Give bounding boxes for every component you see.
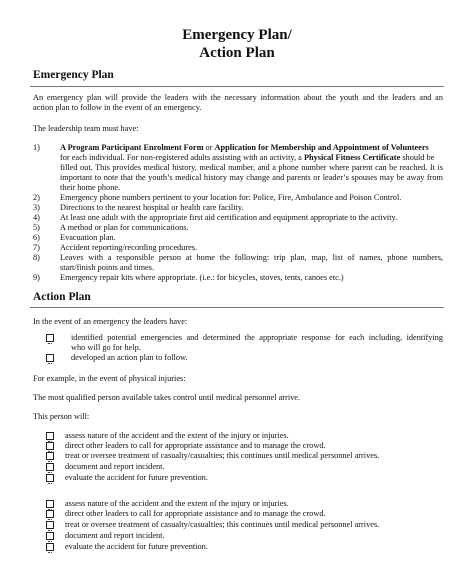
list-item-number: 8) bbox=[33, 253, 40, 262]
list-item-1-line2 bbox=[60, 153, 434, 163]
list-item-8-line2: start/finish points and times. bbox=[60, 263, 155, 272]
checkbox[interactable] bbox=[46, 500, 54, 508]
list-item-5: A method or plan for communications. bbox=[60, 223, 189, 232]
checkbox[interactable] bbox=[46, 432, 54, 440]
enrolment-form-name: A Program Participant Enrolment Form bbox=[60, 143, 204, 152]
list-item-1-line1 bbox=[60, 143, 429, 153]
membership-application-name: Application for Membership and Appointment of Volunteers bbox=[214, 143, 429, 152]
list-item-number: 7) bbox=[33, 243, 40, 252]
list-item-number: 9) bbox=[33, 273, 40, 282]
step-document: document and report incident. bbox=[65, 531, 165, 540]
document-title-line2: Action Plan bbox=[199, 45, 275, 61]
checkbox[interactable] bbox=[46, 474, 54, 482]
most-qualified-text: The most qualified person available takes control until medical personnel arrive. bbox=[33, 393, 301, 402]
list-item-number: 4) bbox=[33, 213, 40, 222]
list-item-4: At least one adult with the appropriate first aid certification and equipment appropriate to the activity. bbox=[60, 213, 398, 222]
list-item-2: Emergency phone numbers pertinent to your location for: Police, Fire, Ambulance and Poison Control. bbox=[60, 193, 402, 202]
checkbox[interactable] bbox=[46, 334, 54, 342]
physical-injuries-text: For example, in the event of physical injuries: bbox=[33, 374, 186, 383]
step-evaluate: evaluate the accident for future prevention. bbox=[65, 473, 208, 482]
step-document: document and report incident. bbox=[65, 462, 165, 471]
intro-paragraph-line1: An emergency plan will provide the leaders with the necessary information about the youth and the leaders and an bbox=[33, 93, 443, 102]
checkbox[interactable] bbox=[46, 532, 54, 540]
list-item-connector: or bbox=[203, 143, 215, 152]
list-item-number: 2) bbox=[33, 193, 40, 202]
intro-paragraph-line2: action plan to follow in the event of an emergency. bbox=[33, 103, 202, 112]
list-item-text: for each individual. For non-registered adults assisting with an activity, a bbox=[60, 153, 304, 162]
step-direct: direct other leaders to call for appropriate assistance and to manage the crowd. bbox=[65, 441, 326, 450]
leadership-team-text: The leadership team must have: bbox=[33, 124, 139, 133]
step-treat: treat or oversee treatment of casualty/casualties; this continues until medical personnel arrives. bbox=[65, 520, 380, 529]
list-item-1-line3: filled out. This provides medical history, medical number, and a phone number where parent can be reached. It is bbox=[60, 163, 443, 172]
checklist-item-identified-line2: who will go for help. bbox=[71, 343, 141, 352]
list-item-number: 3) bbox=[33, 203, 40, 212]
step-evaluate: evaluate the accident for future prevention. bbox=[65, 542, 208, 551]
checkbox[interactable] bbox=[46, 442, 54, 450]
list-item-9: Emergency repair kits where appropriate. (i.e.: for bicycles, stoves, tents, canoes etc.) bbox=[60, 273, 344, 282]
step-treat: treat or oversee treatment of casualty/casualties; this continues until medical personnel arrives. bbox=[65, 451, 380, 460]
list-item-1-line5: their home phone. bbox=[60, 183, 121, 192]
leaders-have-text: In the event of an emergency the leaders have: bbox=[33, 317, 188, 326]
section-heading-emergency-plan: Emergency Plan bbox=[33, 69, 114, 81]
checkbox[interactable] bbox=[46, 510, 54, 518]
list-item-number: 6) bbox=[33, 233, 40, 242]
checkbox[interactable] bbox=[46, 354, 54, 362]
person-will-text: This person will: bbox=[33, 412, 90, 421]
step-direct: direct other leaders to call for appropriate assistance and to manage the crowd. bbox=[65, 509, 326, 518]
list-item-1-line4: important to note that the youth’s medical history may change and parents or leader’s spouses may be away from bbox=[60, 173, 443, 182]
checkbox[interactable] bbox=[46, 452, 54, 460]
checkbox[interactable] bbox=[46, 463, 54, 471]
list-item-number: 5) bbox=[33, 223, 40, 232]
step-assess: assess nature of the accident and the extent of the injury or injuries. bbox=[65, 499, 289, 508]
checklist-item-identified-line1: identified potential emergencies and determined the appropriate response for each including, identifying bbox=[71, 333, 443, 342]
checkbox[interactable] bbox=[46, 521, 54, 529]
checklist-item-action-plan: developed an action plan to follow. bbox=[71, 353, 188, 362]
list-item-3: Directions to the nearest hospital or health care facility. bbox=[60, 203, 244, 212]
list-item-text: should be bbox=[400, 153, 435, 162]
section-divider bbox=[30, 307, 444, 308]
step-assess: assess nature of the accident and the extent of the injury or injuries. bbox=[65, 431, 289, 440]
section-heading-action-plan: Action Plan bbox=[33, 291, 91, 303]
list-item-7: Accident reporting/recording procedures. bbox=[60, 243, 198, 252]
list-item-number: 1) bbox=[33, 143, 40, 152]
list-item-8-line1: Leaves with a responsible person at home the following: trip plan, map, list of names, phone numbers, bbox=[60, 253, 443, 262]
list-item-6: Evacuation plan. bbox=[60, 233, 116, 242]
section-divider bbox=[30, 86, 444, 87]
fitness-certificate-name: Physical Fitness Certificate bbox=[303, 153, 401, 162]
checkbox[interactable] bbox=[46, 543, 54, 551]
document-title-line1: Emergency Plan/ bbox=[182, 27, 292, 43]
